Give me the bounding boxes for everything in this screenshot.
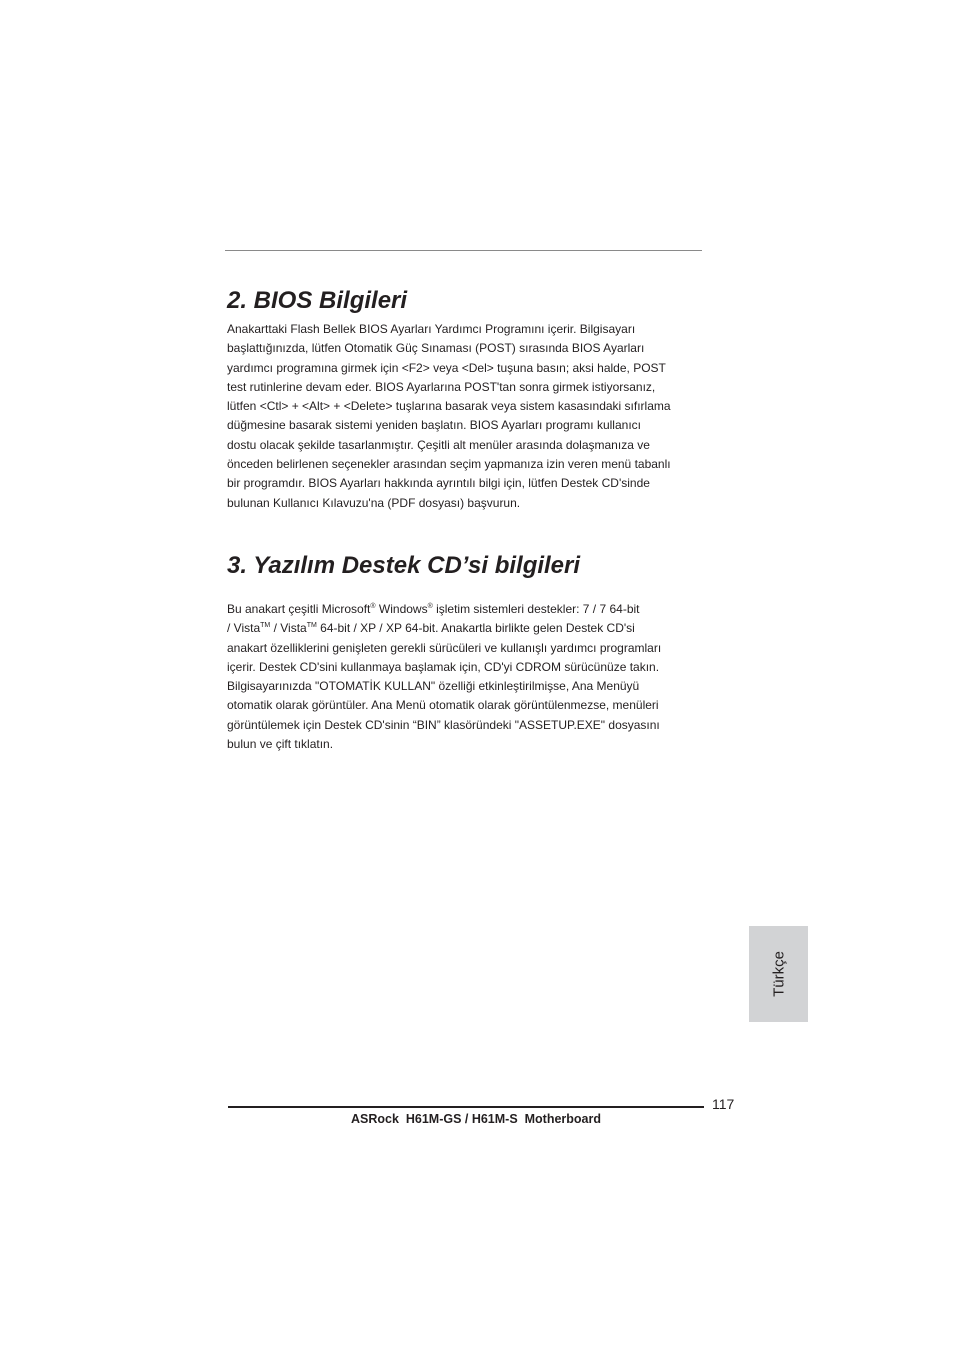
body-line: test rutinlerine devam eder. BIOS Ayarlarına POST'tan sonra girmek istiyorsanız, [227, 379, 656, 394]
body-line [227, 619, 705, 638]
registered-mark: ® [370, 603, 376, 610]
body-line: önceden belirlenen seçenekler arasından seçim yapmanıza izin veren menü tabanlı [227, 457, 671, 472]
section-title-bios: 2. BIOS Bilgileri [227, 287, 408, 314]
body-line: otomatik olarak görüntüler. Ana Menü otomatik olarak görüntülenmezse, menüleri [227, 698, 659, 713]
body-line: başlattığınızda, lütfen Otomatik Güç Sınaması (POST) sırasında BIOS Ayarları [227, 341, 645, 356]
body-line: Anakarttaki Flash Bellek BIOS Ayarları Yardımcı Programını içerir. Bilgisayarı [227, 322, 636, 336]
body-line: dostu olacak şekilde tasarlanmıştır. Çeşitli alt menüler arasında dolaşmanıza ve [227, 437, 650, 452]
section-body-software-cd [227, 600, 705, 754]
body-line: bir programdır. BIOS Ayarları hakkında ayrıntılı bilgi için, lütfen Destek CD'sinde [227, 476, 650, 491]
section-software-cd-info [227, 552, 705, 754]
body-line [227, 600, 705, 619]
body-line: yardımcı programına girmek için <F2> veya <Del> tuşuna basın; aksi halde, POST [227, 360, 666, 375]
section-body-bios [227, 320, 705, 513]
body-line: düğmesine basarak sistemi yeniden başlatın. BIOS Ayarları programı kullanıcı [227, 418, 641, 433]
page-number: 117 [712, 1096, 735, 1112]
text-run: Bu anakart çeşitli Microsoft [227, 602, 371, 616]
text-run: 64-bit / XP / XP 64-bit. Anakartla birlikte gelen Destek CD'si [316, 621, 635, 636]
footer-rule [228, 1106, 704, 1108]
body-line: lütfen <Ctl> + <Alt> + <Delete> tuşlarına basarak veya sistem kasasındaki sıfırlama [227, 399, 671, 414]
trademark-mark: TM [260, 622, 271, 630]
footer-title: ASRock H61M-GS / H61M-S Motherboard [350, 1112, 602, 1126]
body-line: görüntülemek için Destek CD'sinin “BIN” klasöründeki "ASSETUP.EXE" dosyasını [227, 717, 660, 732]
text-run: işletim sistemleri destekler: 7 / 7 64-bit [432, 602, 640, 616]
body-line: Bilgisayarınızda "OTOMATİK KULLAN" özelliği etkinleştirilmişse, Ana Menüyü [227, 679, 640, 694]
language-tab [749, 926, 808, 1022]
language-tab-label: Türkçe [770, 951, 787, 997]
registered-mark: ® [427, 603, 433, 610]
text-run: / Vista [270, 621, 307, 636]
body-line: anakart özelliklerini genişleten gerekli sürücüleri ve kullanışlı yardımcı programları [227, 640, 662, 655]
section-bios-info [227, 287, 705, 513]
header-rule [225, 250, 702, 251]
body-line: içerir. Destek CD'sini kullanmaya başlamak için, CD'yi CDROM sürücünüze takın. [227, 659, 660, 674]
body-line: bulun ve çift tıklatın. [227, 737, 334, 752]
text-run: / Vista [227, 621, 261, 636]
body-line: bulunan Kullanıcı Kılavuzu'na (PDF dosyası) başvurun. [227, 495, 521, 510]
text-run: Windows [375, 602, 428, 616]
section-title-software-cd: 3. Yazılım Destek CD’si bilgileri [227, 552, 581, 579]
trademark-mark: TM [306, 622, 317, 630]
